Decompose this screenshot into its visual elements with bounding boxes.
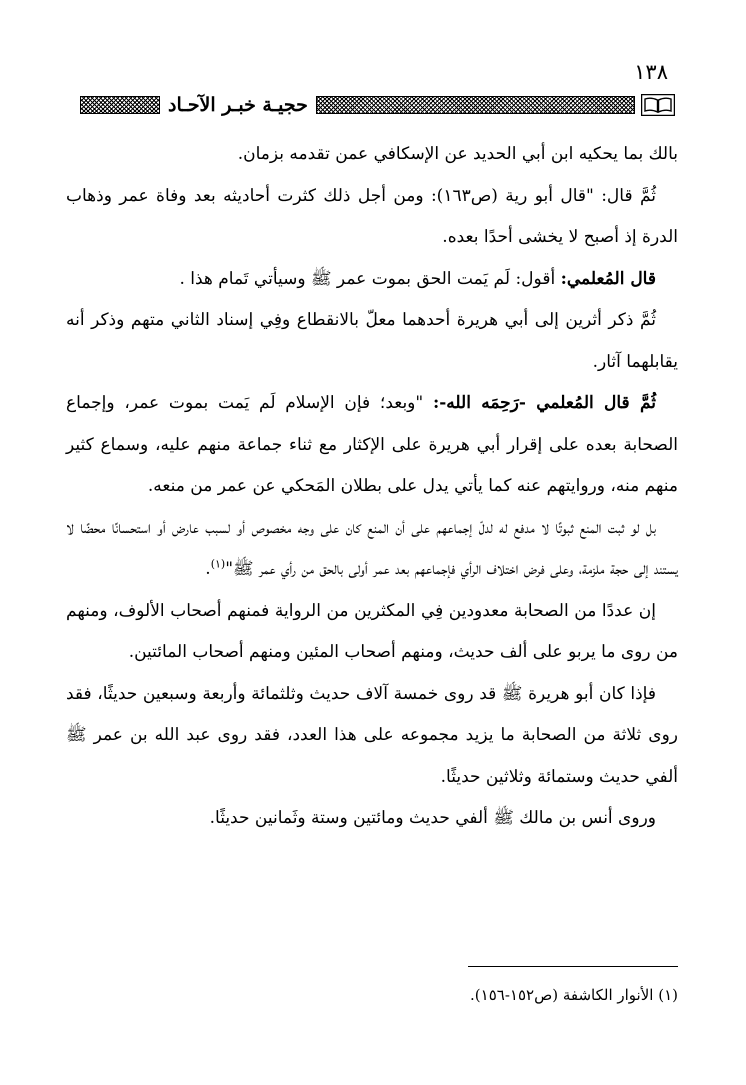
paragraph-text: إن عددًا من الصحابة معدودين فِي المكثرين من الرواية فمنهم أصحاب الألوف، ومنهم من روى ما يربو على ألف حديث، ومنهم أصحاب المئين ومنهم أصحاب المائتين. (66, 600, 678, 662)
paragraph-text: ثُمَّ قال: "قال أبو رية (ص١٦٣): ومن أجل ذلك كثرت أحاديثه بعد وفاة عمر وذهاب الدرة إذ أصبح لا يخشى أحدًا بعده. (66, 185, 678, 247)
header-ornament-bar (316, 96, 635, 114)
paragraph-text: بل لو ثبت المنع ثبوتًا لا مدفع له لدلّ إجماعهم على أن المنع كان على وجه مخصوص أو لسبب عارض أو استحسانًا محضًا لا يستند إلى حجة ملزمة، وعلى فرض اختلاف الرأي فإجماعهم بعد عمر أولى بالحق من رأي عمر ﷺ" (66, 517, 678, 579)
speaker-label: قال المُعلمي: (560, 268, 656, 289)
running-title: حجيـة خبـر الآحـاد (168, 94, 308, 116)
paragraph (66, 798, 678, 840)
paragraph (66, 674, 678, 799)
paragraph (66, 383, 678, 508)
footnote: (١) الأنوار الكاشفة (ص١٥٢-١٥٦). (470, 986, 678, 1004)
paragraph-text: ثُمَّ ذكر أثرين إلى أبي هريرة أحدهما معلّ بالانقطاع وفِي إسناد الثاني متهم وذكر أنه يقابلهما آثار. (66, 310, 678, 372)
paragraph-text: . (205, 559, 211, 579)
paragraph (66, 508, 678, 591)
paragraph-text: "وبعد؛ فإن الإسلام لَم يَمت بموت عمر، وإجماع الصحابة بعده على إقرار أبي هريرة على الإكثار مع ثناء جماعة منهم عليه، وسماع كثير منهم منه، وروايتهم عنه كما يأتي يدل على بطلان المَحكي عن عمر من منعه. (66, 393, 678, 496)
open-book-icon (641, 94, 675, 116)
paragraph (66, 134, 678, 176)
header-ornament-bar (80, 96, 160, 114)
paragraph (66, 300, 678, 383)
running-header (80, 92, 675, 118)
footnote-divider (468, 966, 678, 967)
paragraph-text: فإذا كان أبو هريرة ﷺ قد روى خمسة آلاف حديث وثلثمائة وأربعة وسبعين حديثًا، فقد روى ثلاثة من الصحابة ما يزيد مجموعه على هذا العدد، فقد روى عبد الله بن عمر ﷺ ألفي حديث وستمائة وثلاثين حديثًا. (66, 683, 678, 787)
paragraph-text: بالك بما يحكيه ابن أبي الحديد عن الإسكافي عمن تقدمه بزمان. (237, 144, 678, 164)
paragraph (66, 176, 678, 259)
speaker-label: ثُمَّ قال المُعلمي -رَحِمَه الله-: (432, 393, 656, 413)
paragraph-text: أقول: لَم يَمت الحق بموت عمر ﷺ وسيأتي تَمام هذا . (179, 268, 561, 289)
paragraph (66, 591, 678, 674)
footnote-marker[interactable]: (١) (210, 557, 226, 571)
page-number: ١٣٨ (634, 60, 668, 84)
paragraph-text: وروى أنس بن مالك ﷺ ألفي حديث ومائتين وستة وثَمانين حديثًا. (209, 808, 656, 828)
body-text (66, 134, 678, 840)
paragraph (66, 259, 678, 301)
